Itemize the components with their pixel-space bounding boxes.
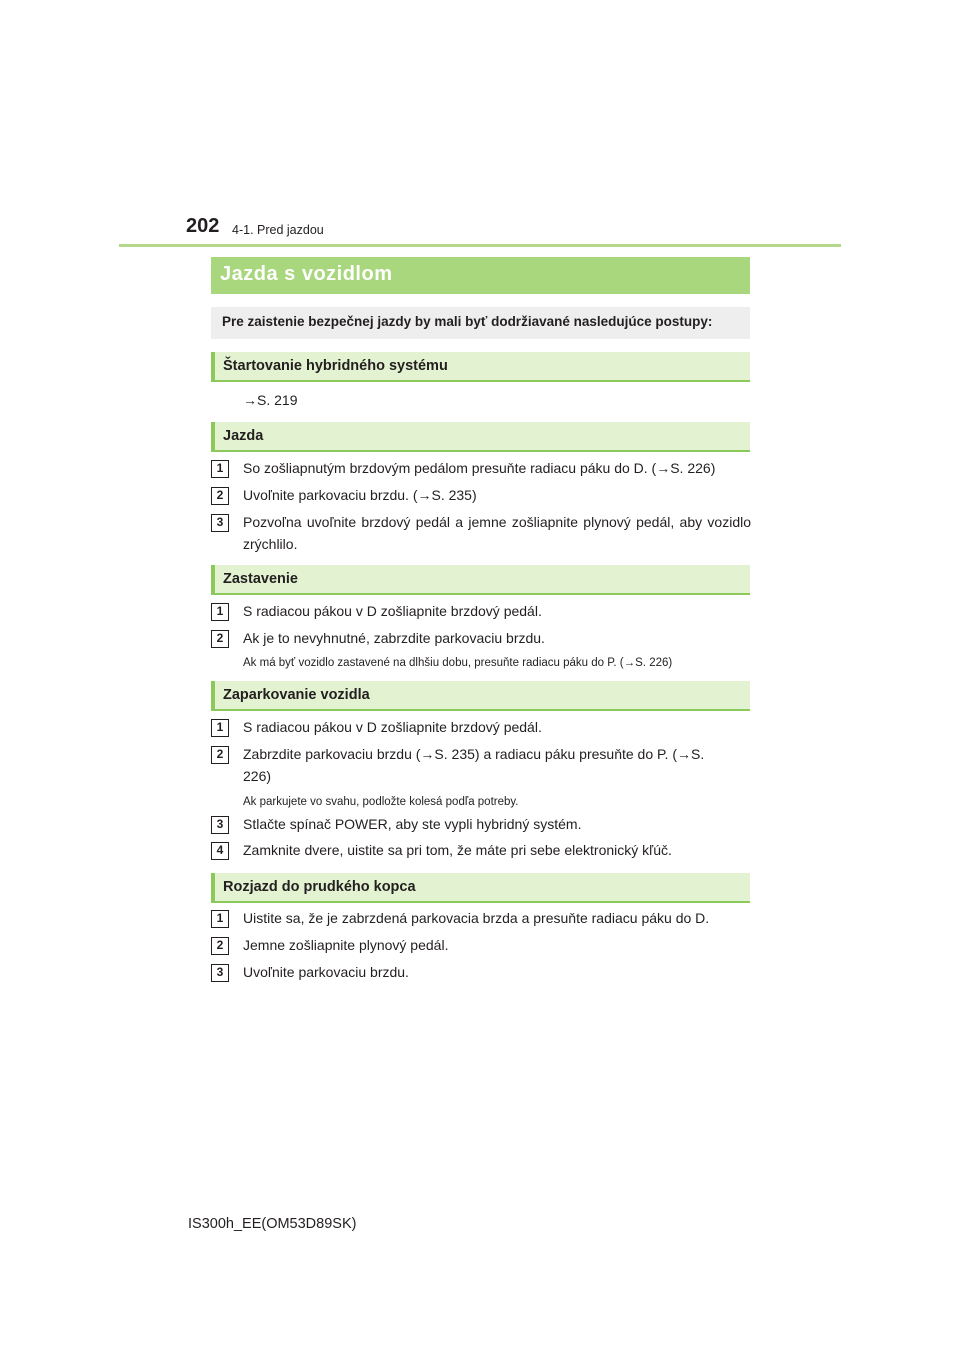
step-number: 3 <box>211 514 229 532</box>
section-heading-stopping <box>211 565 750 595</box>
chapter-label: 4-1. Pred jazdou <box>232 223 324 237</box>
hill-step-1: Uistite sa, že je zabrzdená parkovacia brzda a presuňte radiacu páku do D. <box>243 910 710 926</box>
step-number: 4 <box>211 842 229 860</box>
header-divider <box>119 244 841 247</box>
intro-text: Pre zaistenie bezpečnej jazdy by mali byť dodržiavané nasledujúce postupy: <box>222 314 713 329</box>
section-heading-label: Štartovanie hybridného systému <box>223 358 448 374</box>
page-number: 202 <box>186 215 220 237</box>
parking-note: Ak parkujete vo svahu, podložte kolesá podľa potreby. <box>243 796 519 808</box>
driving-step-3: Pozvoľna uvoľnite brzdový pedál a jemne zošliapnite plynový pedál, aby vozidlo zrýchlilo. <box>243 514 751 552</box>
intro-box <box>211 307 750 339</box>
step-number: 1 <box>211 460 229 478</box>
driving-step-2: Uvoľnite parkovaciu brzdu. (→S. 235) <box>243 487 477 503</box>
section-heading-start <box>211 352 750 382</box>
step-number: 3 <box>211 964 229 982</box>
hill-step-3: Uvoľnite parkovaciu brzdu. <box>243 964 409 980</box>
stopping-step-2: Ak je to nevyhnutné, zabrzdite parkovaciu brzdu. <box>243 630 545 646</box>
section-heading-hill-start <box>211 873 750 903</box>
section-heading-label: Zastavenie <box>223 571 298 587</box>
stopping-note: Ak má byť vozidlo zastavené na dlhšiu dobu, presuňte radiacu páku do P. (→S. 226) <box>243 657 673 669</box>
step-number: 1 <box>211 910 229 928</box>
step-number: 1 <box>211 719 229 737</box>
hill-step-2: Jemne zošliapnite plynový pedál. <box>243 937 449 953</box>
section-heading-label: Jazda <box>223 428 264 444</box>
page-title-bar <box>211 257 750 294</box>
parking-step-4: Zamknite dvere, uistite sa pri tom, že máte pri sebe elektronický kľúč. <box>243 842 672 858</box>
step-number: 2 <box>211 937 229 955</box>
section-heading-label: Zaparkovanie vozidla <box>223 687 370 703</box>
stopping-step-1: S radiacou pákou v D zošliapnite brzdový pedál. <box>243 603 542 619</box>
document-code: IS300h_EE(OM53D89SK) <box>188 1216 357 1232</box>
driving-step-1: So zošliapnutým brzdovým pedálom presuňte radiacu páku do D. (→S. 226) <box>243 460 716 476</box>
parking-step-3: Stlačte spínač POWER, aby ste vypli hybridný systém. <box>243 816 582 832</box>
section-heading-parking <box>211 681 750 711</box>
parking-step-2: Zabrzdite parkovaciu brzdu (→S. 235) a radiacu páku presuňte do P. (→S. 226) <box>243 746 705 784</box>
parking-step-1: S radiacou pákou v D zošliapnite brzdový pedál. <box>243 719 542 735</box>
section-heading-driving <box>211 422 750 452</box>
step-number: 3 <box>211 816 229 834</box>
step-number: 2 <box>211 630 229 648</box>
section-heading-label: Rozjazd do prudkého kopca <box>223 879 416 895</box>
start-page-reference: →S. 219 <box>243 392 298 408</box>
step-number: 1 <box>211 603 229 621</box>
step-number: 2 <box>211 746 229 764</box>
step-number: 2 <box>211 487 229 505</box>
page-header <box>186 215 766 245</box>
page-title: Jazda s vozidlom <box>220 263 393 285</box>
